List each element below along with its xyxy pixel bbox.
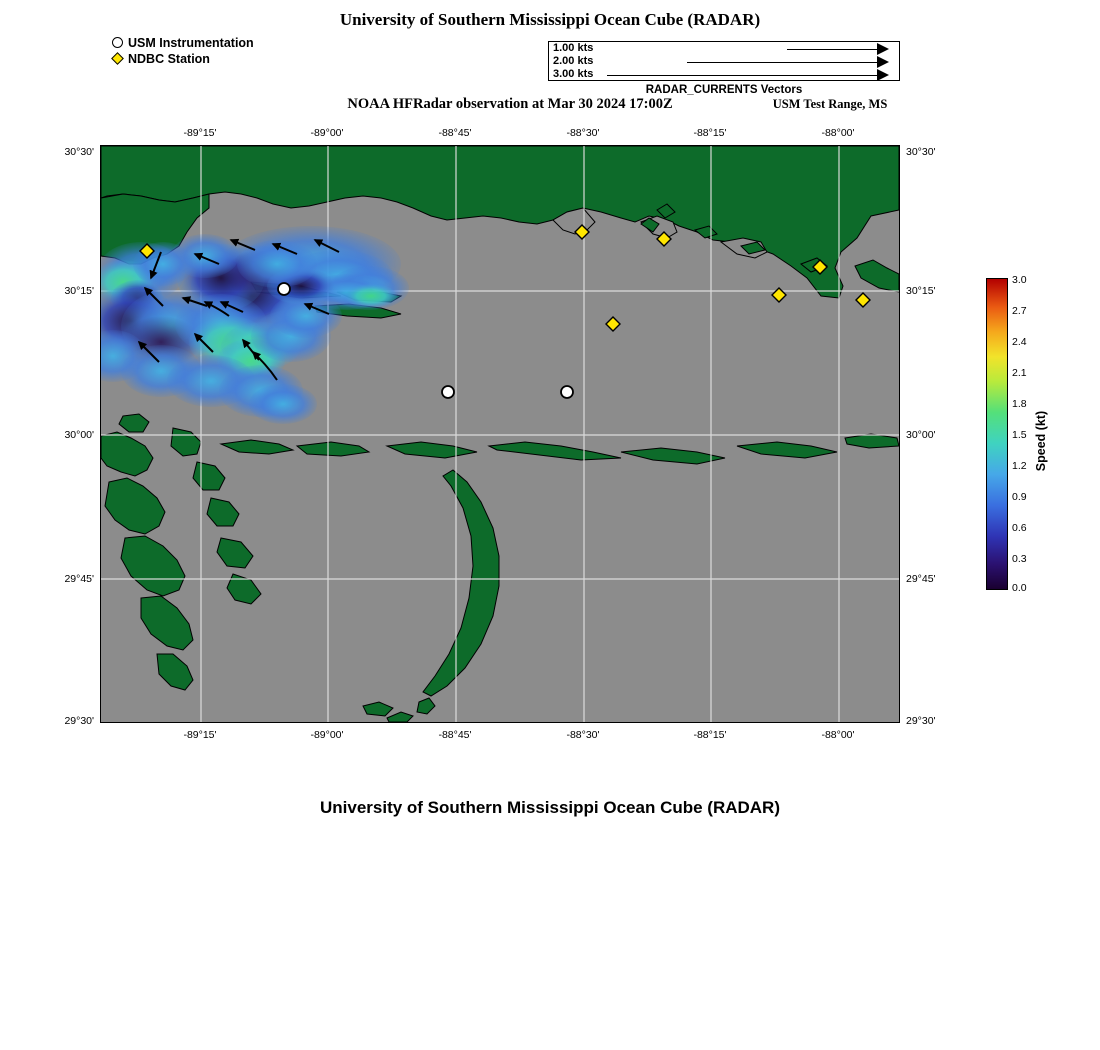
vector-scale-legend bbox=[548, 41, 900, 81]
page-title: University of Southern Mississippi Ocean Cube (RADAR) bbox=[339, 10, 761, 29]
colorbar-tick-7: 0.9 bbox=[1012, 491, 1027, 503]
lon-tick-top-1: -89°00' bbox=[310, 127, 344, 139]
map-canvas bbox=[101, 146, 899, 722]
lon-tick-top-0: -89°15' bbox=[183, 127, 217, 139]
legend-item-ndbc bbox=[110, 52, 254, 67]
lon-tick-bottom-0: -89°15' bbox=[183, 729, 217, 741]
vector-scale-arrow-1 bbox=[877, 43, 889, 55]
colorbar-tick-3: 2.1 bbox=[1012, 367, 1027, 379]
legend-item-usm-label: USM Instrumentation bbox=[128, 36, 254, 50]
lat-tick-right-4: 29°30' bbox=[906, 715, 936, 727]
lon-tick-top-3: -88°30' bbox=[566, 127, 600, 139]
legend-item-ndbc-label: NDBC Station bbox=[128, 52, 210, 66]
colorbar-tick-2: 2.4 bbox=[1012, 336, 1027, 348]
lat-tick-left-1: 30°15' bbox=[64, 285, 94, 297]
lon-tick-top-5: -88°00' bbox=[821, 127, 855, 139]
vector-scale-arrow-2 bbox=[877, 56, 889, 68]
colorbar-tick-6: 1.2 bbox=[1012, 460, 1027, 472]
lat-tick-left-0: 30°30' bbox=[64, 146, 94, 158]
lat-tick-left-2: 30°00' bbox=[64, 429, 94, 441]
lat-tick-right-1: 30°15' bbox=[906, 285, 936, 297]
footer-title: University of Southern Mississippi Ocean Cube (RADAR) bbox=[319, 798, 780, 817]
colorbar-tick-8: 0.6 bbox=[1012, 522, 1027, 534]
vector-scale-label-2: 2.00 kts bbox=[553, 55, 594, 67]
colorbar-tick-5: 1.5 bbox=[1012, 429, 1027, 441]
colorbar-tick-4: 1.8 bbox=[1012, 398, 1027, 410]
lat-tick-right-3: 29°45' bbox=[906, 573, 936, 585]
lat-tick-right-2: 30°00' bbox=[906, 429, 936, 441]
lon-tick-bottom-2: -88°45' bbox=[438, 729, 472, 741]
vector-scale-line-3 bbox=[607, 75, 877, 76]
lon-tick-bottom-4: -88°15' bbox=[693, 729, 727, 741]
circle-marker-icon bbox=[110, 36, 128, 51]
colorbar-title: Speed (kt) bbox=[1034, 410, 1048, 472]
map-plot[interactable] bbox=[100, 145, 900, 723]
colorbar-tick-0: 3.0 bbox=[1012, 274, 1027, 286]
diamond-marker-icon bbox=[110, 52, 128, 67]
vector-scale-row-1 bbox=[549, 43, 899, 55]
station-legend bbox=[110, 36, 254, 68]
vector-scale-line-1 bbox=[787, 49, 877, 50]
vector-scale-row-2 bbox=[549, 56, 899, 68]
lat-tick-right-0: 30°30' bbox=[906, 146, 936, 158]
lon-tick-top-2: -88°45' bbox=[438, 127, 472, 139]
lon-tick-bottom-3: -88°30' bbox=[566, 729, 600, 741]
vector-scale-label-3: 3.00 kts bbox=[553, 68, 594, 80]
lon-tick-bottom-1: -89°00' bbox=[310, 729, 344, 741]
colorbar-tick-1: 2.7 bbox=[1012, 305, 1027, 317]
test-range-label: USM Test Range, MS bbox=[772, 97, 888, 111]
legend-item-usm bbox=[110, 36, 254, 51]
lon-tick-bottom-5: -88°00' bbox=[821, 729, 855, 741]
lat-tick-left-4: 29°30' bbox=[64, 715, 94, 727]
colorbar-gradient bbox=[986, 278, 1008, 590]
colorbar-tick-9: 0.3 bbox=[1012, 553, 1027, 565]
vector-scale-line-2 bbox=[687, 62, 877, 63]
colorbar-tick-10: 0.0 bbox=[1012, 582, 1027, 594]
vector-scale-caption: RADAR_CURRENTS Vectors bbox=[645, 84, 803, 96]
observation-subtitle: NOAA HFRadar observation at Mar 30 2024 17:00Z bbox=[347, 96, 673, 112]
lat-tick-left-3: 29°45' bbox=[64, 573, 94, 585]
vector-scale-arrow-3 bbox=[877, 69, 889, 81]
vector-scale-label-1: 1.00 kts bbox=[553, 42, 594, 54]
lon-tick-top-4: -88°15' bbox=[693, 127, 727, 139]
vector-scale-row-3 bbox=[549, 69, 899, 81]
